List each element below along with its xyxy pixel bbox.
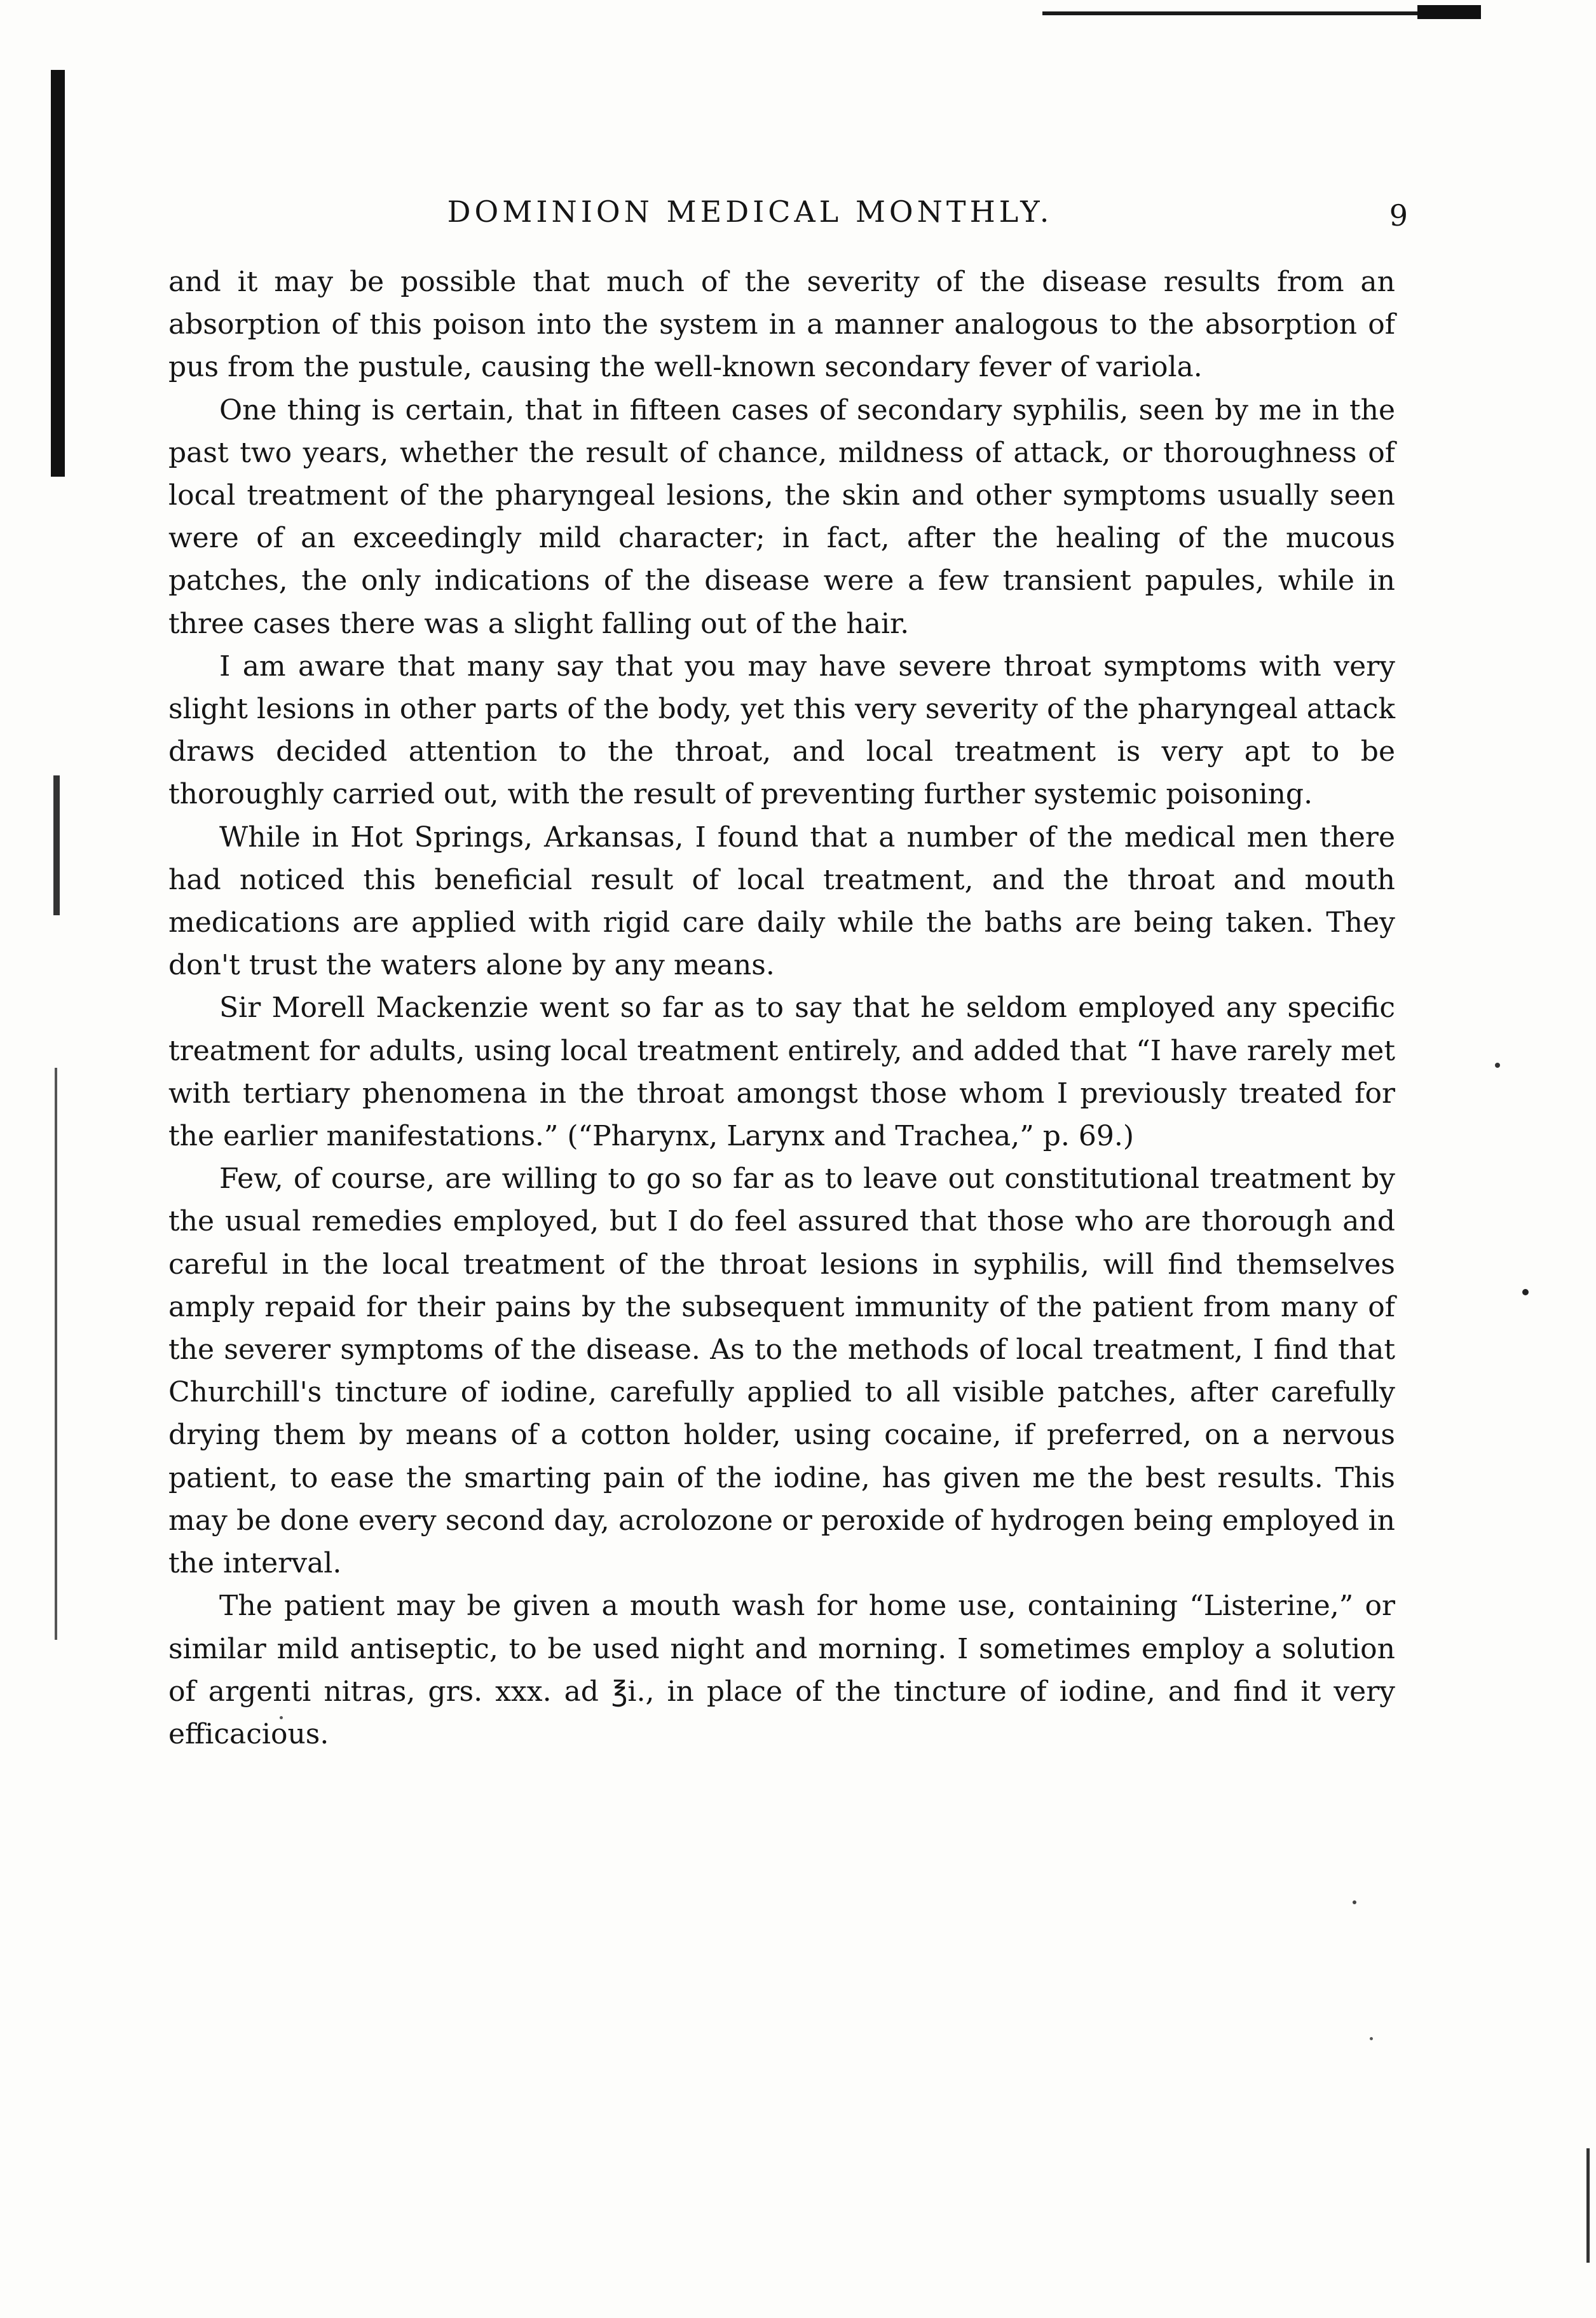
paragraph: One thing is certain, that in fifteen cases of secondary syphilis, seen by me in the past two years, whether the result of chance, mildness of attack, or thoroughness of local treatment of the pharyngeal lesions, the skin and other symptoms usually seen were of an exceedingly mild character; in fact, after the healing of the mucous patches, the only indications of the disease were a few transient papules, while in three cases there was a slight falling out of the hair. bbox=[168, 393, 1395, 640]
journal-title: DOMINION MEDICAL MONTHLY. bbox=[447, 194, 1053, 229]
paragraph: While in Hot Springs, Arkansas, I found that a number of the medical men there had noticed this beneficial result of local treatment, and the throat and mouth medications are applied with rigid care daily while the baths are being taken. They don't trust the waters alone by any means. bbox=[168, 821, 1395, 982]
scan-margin-line-left bbox=[55, 1068, 57, 1640]
paragraph: and it may be possible that much of the severity of the disease results from an absorption of this poison into the system in a manner analogous to the absorption of pus from the pustule, causing the well-known secondary fever of variola. bbox=[168, 266, 1395, 384]
running-header bbox=[168, 191, 1408, 248]
scan-margin-bar-left-lower bbox=[53, 775, 60, 915]
scan-margin-bar-left bbox=[51, 70, 65, 477]
paragraph: I am aware that many say that you may have severe throat symptoms with very slight lesions in other parts of the body, yet this very severity of the pharyngeal attack draws decided attention to the throat, and local treatment is very apt to be thoroughly carried out, with the result of preventing further systemic poisoning. bbox=[168, 650, 1395, 811]
scan-dot bbox=[1353, 1900, 1356, 1904]
scan-edge-block-top bbox=[1417, 5, 1481, 19]
page-number: 9 bbox=[1389, 198, 1408, 233]
paragraph: Sir Morell Mackenzie went so far as to say that he seldom employed any specific treatment for adults, using local treatment entirely, and added that “I have rarely met with tertiary phenomena in the throat amongst those whom I previously treated for the earlier manifestations.” (“Pharynx, Larynx and Trachea,” p. 69.) bbox=[168, 992, 1395, 1153]
scan-margin-line-right bbox=[1586, 2148, 1590, 2263]
scan-dot bbox=[1522, 1289, 1529, 1295]
scan-edge-line-top bbox=[1042, 11, 1481, 15]
paragraph: The patient may be given a mouth wash for home use, containing “Listerine,” or similar mild antiseptic, to be used night and morning. I sometimes employ a solution of argenti nitras, grs. xxx. ad ℥i., in place of the tincture of iodine, and find it very efficacious. bbox=[168, 1590, 1395, 1750]
scan-dot bbox=[1495, 1063, 1500, 1068]
article-body bbox=[168, 261, 1395, 1756]
paragraph: Few, of course, are willing to go so far as to leave out constitutional treatment by the usual remedies employed, but I do feel assured that those who are thorough and careful in the local treatment of the throat lesions in syphilis, will find themselves amply repaid for their pains by the subsequent immunity of the patient from many of the severer symptoms of the disease. As to the methods of local treatment, I find that Churchill's tincture of iodine, carefully applied to all visible patches, after carefully drying them by means of a cotton holder, using cocaine, if preferred, on a nervous patient, to ease the smarting pain of the iodine, has given me the best results. This may be done every second day, acrolozone or peroxide of hydrogen being employed in the interval. bbox=[168, 1162, 1395, 1580]
scan-dot bbox=[1370, 2037, 1373, 2040]
